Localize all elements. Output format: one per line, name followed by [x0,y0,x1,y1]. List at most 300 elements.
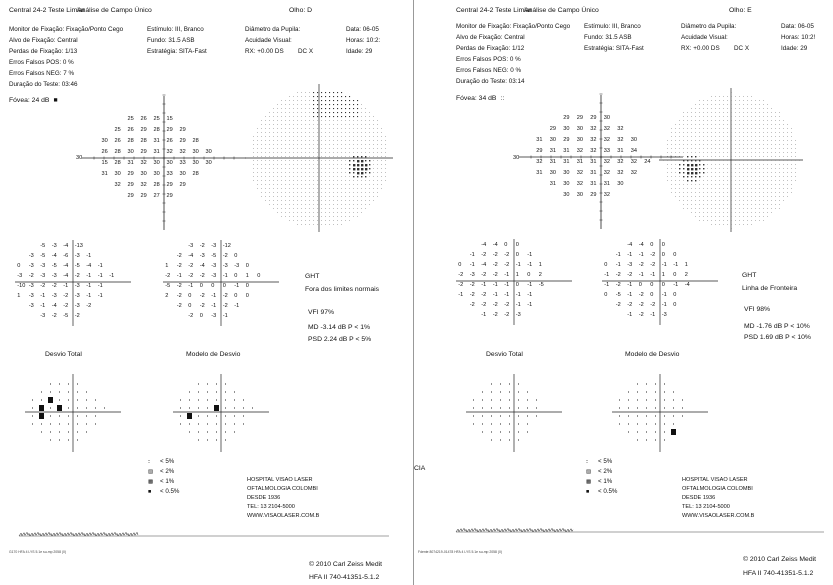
hospital-info-line: WWW.VISAOLASER.COM.B [682,513,755,519]
total-deviation-value: -1 [492,282,498,288]
patient-info-line: Acuidade Visual: [245,37,292,44]
total-deviation-value: -1 [492,292,498,298]
report-title: Central 24-2 Teste Limiar [9,7,85,14]
probability-dot [536,400,537,401]
threshold-value: 30 [563,180,570,187]
pattern-deviation-value: -4 [188,253,194,259]
probability-dot [518,392,519,393]
threshold-value: 30 [576,125,583,132]
threshold-value: 29 [179,137,186,144]
correction-cyl: DC X [298,48,314,55]
probability-dot [180,424,181,425]
pattern-deviation-value: -4 [684,282,690,288]
total-deviation-value: -2 [63,303,69,309]
threshold-value: 29 [590,114,597,121]
threshold-value: 32 [536,158,543,165]
probability-dot [198,432,199,433]
probability-dot [77,400,78,401]
pattern-deviation-value: -2 [650,302,656,308]
total-deviation-label: Desvio Total [45,351,82,358]
probability-dot [491,384,492,385]
total-deviation-value: -3 [469,272,475,278]
pattern-deviation-value: 0 [234,273,238,279]
probability-dot [59,424,60,425]
total-deviation-value: -3 [17,273,23,279]
pattern-deviation-value: -1 [650,312,656,318]
probability-dot [509,384,510,385]
threshold-value: 32 [576,147,583,154]
threshold-value: 32 [603,158,610,165]
total-deviation-value: -6 [63,253,69,259]
total-deviation-value: -2 [40,283,46,289]
total-deviation-value: -2 [469,302,475,308]
threshold-value: 30 [192,148,199,155]
pattern-deviation-value: -2 [222,293,228,299]
pattern-deviation-value: -1 [176,273,182,279]
pattern-deviation-value: -2 [188,313,194,319]
pattern-deviation-value: 0 [199,283,203,289]
total-deviation-value: -1 [40,293,46,299]
pattern-deviation-value: -2 [650,252,656,258]
probability-dot [628,424,629,425]
probability-dot [225,424,226,425]
probability-dot [482,416,483,417]
probability-dot [77,392,78,393]
total-deviation-value: -2 [504,312,510,318]
probability-dot [527,416,528,417]
probability-dot [473,400,474,401]
threshold-value: 30 [549,136,556,143]
hospital-info-line: HOSPITAL VISAO LASER [682,477,748,483]
legend-symbol-icon: ■ [586,489,589,495]
probability-dot [216,424,217,425]
pattern-deviation-value: 0 [673,272,677,278]
probability-dot [68,392,69,393]
pattern-deviation-value: 1 [661,272,665,278]
probability-dot [664,408,665,409]
legend-symbol-icon: ■ [148,489,151,495]
probability-dot [509,432,510,433]
probability-dot [86,416,87,417]
total-deviation-value: -3 [51,293,57,299]
device-model: HFA II 740-41351-5.1.2 [743,570,814,577]
threshold-value: 28 [114,159,121,166]
date-info-line: Horas: 10:2: [346,37,381,44]
hospital-info-line: TEL: 13 2104-5000 [682,504,730,510]
pattern-deviation-value: -1 [615,252,621,258]
probability-legend-item [586,478,612,485]
threshold-value: 32 [140,159,147,166]
probability-dot [234,432,235,433]
threshold-value: 29 [576,114,583,121]
probability-dot [473,416,474,417]
pattern-deviation-value: -5 [211,253,217,259]
total-deviation-value: -3 [51,273,57,279]
threshold-value: 28 [114,148,121,155]
footer-code: Fdente 8074219-01478 HFA 4 LYS 5.1e su-mp 2058 (0) [418,550,503,554]
probability-dot [86,408,87,409]
total-deviation-value: -3 [40,313,46,319]
graphics-layer [414,0,833,585]
psd-value: PSD 2.24 dB P < 5% [308,336,372,343]
date-info-line: Data: 06-05 [781,23,814,30]
probability-dot [637,432,638,433]
probability-dot [509,416,510,417]
probability-dot [664,392,665,393]
threshold-value: 31 [617,147,624,154]
probability-dot [180,416,181,417]
threshold-value: 32 [590,136,597,143]
threshold-value: 29 [166,192,173,199]
eye-label: Olho: E [729,7,752,14]
probability-legend-item [586,488,617,495]
probability-dot [664,424,665,425]
probability-dot [50,384,51,385]
total-deviation-value: -1 [515,292,521,298]
total-deviation-value: -1 [515,302,521,308]
threshold-value: 32 [179,148,186,155]
threshold-value: 28 [192,137,199,144]
probability-dot [646,440,647,441]
total-deviation-value: -4 [51,303,57,309]
threshold-value: 15 [166,115,173,122]
probability-dot [500,400,501,401]
probability-dot [637,384,638,385]
threshold-value: 30 [205,159,212,166]
probability-dot [637,416,638,417]
pattern-deviation-value: -4 [627,242,633,248]
threshold-value: 31 [590,169,597,176]
legend-text: < 0.5% [160,488,180,495]
total-deviation-value: -1 [109,273,115,279]
probability-dot [482,392,483,393]
total-deviation-value: -3 [28,283,34,289]
total-deviation-value: 1 [538,262,542,268]
probability-dot [59,416,60,417]
probability-dot [68,400,69,401]
probability-dot [491,408,492,409]
total-deviation-value: -4 [63,273,69,279]
report-page-right-eye [0,0,414,585]
probability-dot [216,432,217,433]
pattern-deviation-value: 0 [222,283,226,289]
probability-dot [77,432,78,433]
pattern-deviation-value: 0 [199,313,203,319]
probability-dot [77,424,78,425]
threshold-value: 32 [590,125,597,132]
pattern-deviation-value: 2 [684,272,688,278]
pattern-deviation-value: -2 [615,272,621,278]
patient-info-line: RX: +0.00 DS [681,45,720,52]
total-deviation-value: -4 [492,242,498,248]
probability-dot [527,424,528,425]
probability-dot [234,424,235,425]
report-subtitle: Análise de Campo Único [524,7,599,14]
probability-dot [682,400,683,401]
probability-dot [646,392,647,393]
probability-dot [628,400,629,401]
pattern-deviation-value: -1 [673,282,679,288]
probability-dot [518,384,519,385]
threshold-value: 31 [101,170,108,177]
total-deviation-value: -1 [515,262,521,268]
total-deviation-value: -4 [51,253,57,259]
pattern-deviation-value: -3 [211,313,217,319]
threshold-value: 31 [563,147,570,154]
pattern-deviation-value: -1 [661,262,667,268]
probability-dot [509,400,510,401]
probability-dot [646,424,647,425]
significance-mark [57,405,62,411]
threshold-value: 29 [166,181,173,188]
pattern-deviation-value: -2 [615,282,621,288]
threshold-value: 30 [576,136,583,143]
probability-dot [50,440,51,441]
axis-degree-label: 30 [76,155,83,161]
threshold-value: 31 [549,147,556,154]
probability-dot [619,400,620,401]
probability-dot [243,408,244,409]
threshold-value: 30 [563,169,570,176]
probability-dot [86,400,87,401]
correction-cyl: DC X [734,45,750,52]
probability-dot [673,416,674,417]
probability-dot [518,400,519,401]
hospital-info-line: OFTALMOLOGIA COLOMBI [247,486,318,492]
probability-dot [77,384,78,385]
probability-dot [234,416,235,417]
stimulus-info-line: Estímulo: III, Branco [147,26,204,33]
probability-dot [225,432,226,433]
ght-result: Fora dos limites normais [305,286,380,293]
legend-text: < 2% [160,468,175,475]
hospital-info-line: HOSPITAL VISAO LASER [247,477,313,483]
probability-dot [77,416,78,417]
patient-info-line: Acuidade Visual: [681,34,728,41]
pattern-deviation-value: 0 [245,263,249,269]
probability-dot [234,392,235,393]
pattern-deviation-value: -3 [211,273,217,279]
probability-dot [637,400,638,401]
total-deviation-value: -2 [86,303,92,309]
threshold-value: 32 [603,169,610,176]
pattern-deviation-value: -2 [176,253,182,259]
total-deviation-value: -2 [28,273,34,279]
total-deviation-value: -2 [481,302,487,308]
hospital-info-line: OFTALMOLOGIA COLOMBI [682,486,753,492]
threshold-value: 32 [603,191,610,198]
probability-dot [482,408,483,409]
total-deviation-value: -1 [469,262,475,268]
significance-mark [48,397,53,403]
pattern-deviation-value: -5 [165,283,171,289]
total-deviation-value: -3 [515,312,521,318]
probability-dot [225,416,226,417]
test-info-line: Duração do Teste: 03:14 [456,78,525,85]
total-deviation-value: -1 [40,303,46,309]
threshold-value: 32 [166,148,173,155]
total-deviation-value: -1 [86,293,92,299]
fovea-text: Fóvea: 24 dB [9,97,50,104]
legend-text: < 5% [598,458,613,465]
pattern-deviation-value: -1 [604,272,610,278]
threshold-value: 32 [617,158,624,165]
total-deviation-value: -3 [74,283,80,289]
probability-dot [500,408,501,409]
probability-dot [207,400,208,401]
threshold-value: 31 [590,180,597,187]
total-deviation-value: -3 [74,253,80,259]
total-deviation-value: -10 [17,283,26,289]
probability-dot [207,392,208,393]
total-deviation-value: -2 [63,293,69,299]
probability-dot [527,392,528,393]
probability-dot [482,424,483,425]
probability-dot [655,392,656,393]
pattern-deviation-value: -1 [627,252,633,258]
total-deviation-value: -1 [97,263,103,269]
probability-dot [198,384,199,385]
probability-dot [198,400,199,401]
total-deviation-value: -1 [504,292,510,298]
significance-mark [671,429,676,435]
probability-dot [491,416,492,417]
pattern-deviation-value: 0 [661,252,665,258]
pattern-deviation-value: -3 [199,253,205,259]
total-deviation-value: -1 [469,252,475,258]
probability-dot [198,416,199,417]
threshold-value: 26 [127,126,134,133]
probability-dot [198,392,199,393]
copyright: © 2010 Carl Zeiss Medit [309,561,383,568]
probability-dot [41,424,42,425]
gaze-trace [456,528,573,532]
legend-text: < 0.5% [598,488,618,495]
total-deviation-value: -5 [40,253,46,259]
total-deviation-value: -1 [527,282,533,288]
threshold-value: 31 [590,158,597,165]
total-deviation-value: -3 [40,263,46,269]
pattern-deviation-value: -2 [199,293,205,299]
legend-symbol-icon: :: [586,459,587,465]
test-info-line: Perdas de Fixação: 1/13 [9,48,78,55]
threshold-value: 30 [140,170,147,177]
probability-dot [646,416,647,417]
total-deviation-value: -1 [86,253,92,259]
pattern-deviation-value: -1 [188,283,194,289]
total-deviation-value: -1 [97,273,103,279]
probability-dot [95,400,96,401]
threshold-value: 32 [576,180,583,187]
probability-dot [234,408,235,409]
probability-dot [628,416,629,417]
legend-symbol-icon: ▩ [148,479,153,485]
total-deviation-value: -2 [481,252,487,258]
probability-dot [41,400,42,401]
pattern-deviation-value: -1 [650,272,656,278]
probability-dot [628,392,629,393]
probability-dot [637,440,638,441]
threshold-value: 28 [153,126,160,133]
ght-label: GHT [742,272,757,279]
probability-dot [527,432,528,433]
probability-dot [527,400,528,401]
threshold-value: 26 [166,137,173,144]
probability-dot [536,416,537,417]
total-deviation-value: -4 [63,263,69,269]
threshold-value: 34 [630,147,637,154]
pattern-deviation-value: -4 [638,242,644,248]
psd-value: PSD 1.69 dB P < 10% [744,334,811,341]
probability-dot [243,400,244,401]
pattern-deviation-value: 0 [661,282,665,288]
probability-dot [225,384,226,385]
pattern-deviation-value: -1 [222,313,228,319]
probability-dot [491,424,492,425]
probability-dot [216,440,217,441]
total-deviation-value: -1 [481,282,487,288]
probability-legend-item [148,478,174,485]
probability-dot [509,408,510,409]
probability-dot [673,392,674,393]
test-info-line: Monitor de Fixação: Fixação/Ponto Cego [456,23,571,30]
pattern-deviation-value: -2 [176,293,182,299]
probability-dot [207,424,208,425]
threshold-value: 29 [563,114,570,121]
probability-dot [68,384,69,385]
threshold-value: 30 [630,136,637,143]
hospital-info-line: DESDE 1936 [247,495,281,501]
legend-text: < 1% [598,478,613,485]
total-deviation-value: -1 [527,262,533,268]
threshold-value: 25 [114,126,121,133]
fovea-mark: ■ [53,97,58,104]
probability-dot [50,416,51,417]
stimulus-info-line: Estratégia: SITA-Fast [584,45,644,52]
threshold-value: 31 [576,158,583,165]
threshold-value: 29 [179,126,186,133]
pattern-deviation-value: 0 [188,293,192,299]
total-deviation-value: -1 [458,292,464,298]
probability-dot [95,416,96,417]
threshold-value: 29 [140,192,147,199]
pattern-deviation-value: -2 [188,263,194,269]
threshold-value: 33 [179,159,186,166]
total-deviation-value: -1 [504,282,510,288]
threshold-value: 29 [590,191,597,198]
pattern-deviation-value: -1 [222,273,228,279]
threshold-value: 29 [536,147,543,154]
threshold-value: 32 [617,125,624,132]
pattern-deviation-value: -3 [661,312,667,318]
probability-dot [216,392,217,393]
threshold-value: 33 [166,170,173,177]
threshold-value: 30 [153,159,160,166]
hospital-info-line: DESDE 1936 [682,495,716,501]
fovea-mark: :: [500,95,505,102]
threshold-value: 26 [101,148,108,155]
pattern-deviation-label: Modelo de Desvio [186,351,241,358]
probability-dot [207,408,208,409]
legend-symbol-icon: :: [148,459,149,465]
threshold-value: 29 [140,148,147,155]
threshold-value: 31 [536,169,543,176]
probability-dot [189,408,190,409]
pattern-deviation-value: 0 [673,252,677,258]
total-deviation-value: -2 [492,312,498,318]
probability-dot [95,424,96,425]
total-deviation-value: -2 [504,302,510,308]
